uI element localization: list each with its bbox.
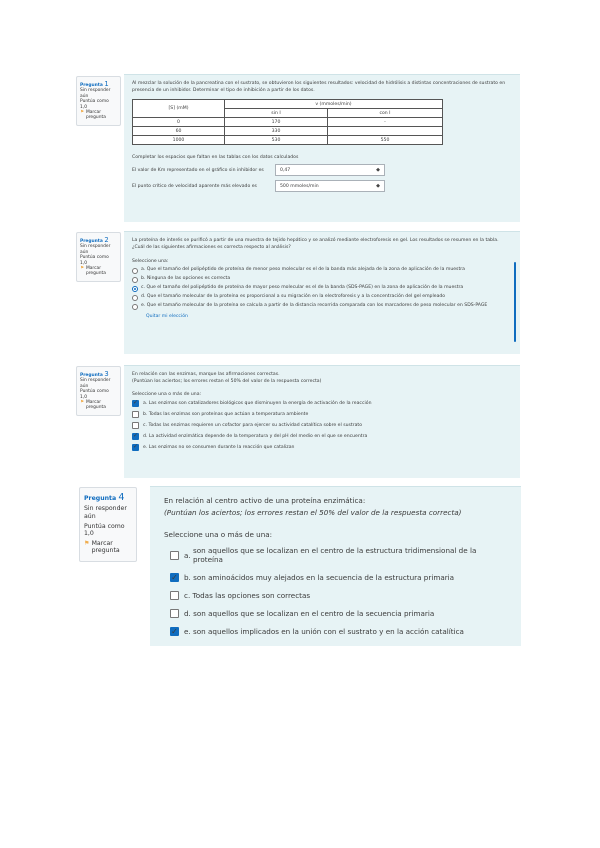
- question-2-number: Pregunta 2: [80, 236, 109, 244]
- checkbox[interactable]: [132, 422, 139, 429]
- option-letter: c.: [184, 591, 191, 601]
- option-text: Que el tamaño molecular de la proteína es proporcional a su migración en la electroforesis y a la concentración del gel empleado: [146, 294, 446, 300]
- question-2-status: Sin responder aún: [80, 244, 111, 255]
- checkbox[interactable]: [170, 551, 179, 560]
- answer-option[interactable]: [132, 294, 512, 301]
- question-3-flag[interactable]: ⚑ Marcar pregunta: [80, 400, 106, 411]
- question-1-points: Puntúa como 1,0: [80, 99, 109, 110]
- answer-option[interactable]: [170, 573, 507, 582]
- table-header-substrate: [S] (mM): [133, 100, 225, 118]
- checkbox[interactable]: [170, 591, 179, 600]
- checkbox-checked[interactable]: ✓: [132, 399, 139, 407]
- option-letter: e.: [141, 303, 146, 309]
- table-header-velocity: v (mmoles/min): [225, 100, 443, 109]
- answer-option[interactable]: [132, 285, 512, 292]
- checkbox-checked[interactable]: ✓: [132, 432, 139, 440]
- flag-icon: ⚑: [80, 266, 84, 271]
- option-text: Todas las opciones son correctas: [192, 591, 311, 601]
- question-2-content: [124, 231, 520, 354]
- table-subheader: con I: [328, 109, 443, 118]
- option-letter: d.: [184, 609, 191, 619]
- radio-button[interactable]: [132, 295, 138, 301]
- question-2-select-label: Seleccione una:: [132, 259, 169, 265]
- radio-button[interactable]: [132, 277, 138, 283]
- question-1-table: [132, 99, 443, 145]
- option-letter: c.: [143, 422, 147, 428]
- answer-option[interactable]: [132, 276, 512, 283]
- field-label: El punto crítico de velocidad aparente más elevado es: [132, 183, 257, 189]
- question-1-field-row: [132, 180, 512, 192]
- answer-option[interactable]: [132, 303, 512, 310]
- option-text: Todas las enzimas requieren un cofactor para ejercer su actividad catalítica sobre el sustrato: [148, 422, 363, 428]
- answer-option[interactable]: [132, 267, 512, 274]
- question-3-sub: (Puntúan los aciertos; los errores restan el 50% del valor de la respuesta correcta): [132, 378, 322, 384]
- question-4-points: Puntúa como 1,0: [84, 522, 125, 538]
- flag-icon: ⚑: [80, 110, 84, 115]
- question-4-status: Sin responder aún: [84, 505, 127, 520]
- question-4-content: [150, 486, 521, 646]
- option-text: Que el tamaño del polipéptido de proteína de mayor peso molecular es el de la banda (SDS-PAGE) en la zona de aplicación de la muestra: [146, 285, 464, 291]
- radio-button[interactable]: [132, 268, 138, 274]
- table-cell: 530: [225, 136, 328, 145]
- question-1-hint: Completar los espacios que faltan en las tablas con los datos calculados: [132, 155, 299, 161]
- question-3-info: [76, 366, 121, 416]
- select-value: 500 mmoles/min: [280, 183, 319, 189]
- option-letter: a.: [141, 267, 146, 273]
- question-1-content: [124, 74, 520, 222]
- question-3-status: Sin responder aún: [80, 378, 111, 389]
- answer-option[interactable]: [132, 400, 512, 407]
- question-1-status: Sin responder aún: [80, 88, 111, 99]
- option-letter: d.: [143, 433, 148, 439]
- option-text: son aquellos implicados en la unión con el sustrato y en la acción catalítica: [193, 627, 464, 637]
- clear-choice-link[interactable]: Quitar mi elección: [146, 314, 188, 320]
- chevron-down-icon: ◆: [376, 183, 380, 190]
- checkbox-checked[interactable]: ✓: [132, 443, 139, 451]
- table-cell: 330: [225, 127, 328, 136]
- flag-icon: ⚑: [80, 400, 84, 405]
- option-letter: a.: [184, 550, 191, 560]
- table-cell: -: [328, 118, 443, 127]
- option-text: Ninguna de las opciones es correcta: [146, 276, 231, 282]
- table-subheader: sin I: [225, 109, 328, 118]
- option-letter: e.: [184, 627, 191, 637]
- table-cell: 170: [225, 118, 328, 127]
- chevron-down-icon: ◆: [376, 167, 380, 174]
- select-value: 0,47: [280, 167, 291, 173]
- option-letter: c.: [141, 285, 145, 291]
- question-3-text: En relación con las enzimas, marque las afirmaciones correctas.: [132, 372, 280, 377]
- answer-option[interactable]: [170, 627, 507, 636]
- question-4-sub: (Puntúan los aciertos; los errores restan el 50% del valor de la respuesta correcta): [164, 507, 462, 517]
- answer-option[interactable]: [170, 609, 507, 618]
- answer-option[interactable]: [132, 444, 512, 451]
- option-text: Las enzimas no se consumen durante la reacción que catalizan: [148, 444, 295, 450]
- answer-option[interactable]: [132, 422, 512, 429]
- option-text: La actividad enzimática depende de la temperatura y del pH del medio en el que se encuentra: [148, 433, 368, 439]
- option-text: son aquellos que se localizan en el centro de la estructura tridimensional de la proteína: [193, 546, 477, 565]
- question-3-select-label: Seleccione una o más de una:: [132, 391, 202, 397]
- table-row: [133, 127, 443, 136]
- checkbox[interactable]: [132, 411, 139, 418]
- question-2-flag[interactable]: ⚑ Marcar pregunta: [80, 266, 106, 277]
- question-1-text: Al mezclar la solución de la pancreatina con el sustrato, se obtuvieron los siguientes resultados: velocidad de hidrólisis a distintas concentraciones de sustrato en presencia de un inhibidor. Determinar el tipo de inhibición a partir de los datos.: [132, 81, 506, 93]
- radio-button[interactable]: [132, 304, 138, 310]
- question-4-text: En relación al centro activo de una proteína enzimática:: [164, 496, 366, 505]
- answer-option[interactable]: [132, 411, 512, 418]
- question-1-field-row: [132, 164, 512, 176]
- question-2-points: Puntúa como 1,0: [80, 255, 109, 266]
- question-4-flag[interactable]: ⚑ Marcar pregunta: [84, 540, 120, 555]
- radio-button-selected[interactable]: [132, 286, 138, 292]
- option-text: son aminoácidos muy alejados en la secuencia de la estructura primaria: [193, 573, 455, 583]
- question-4-select-label: Seleccione una o más de una:: [164, 530, 273, 540]
- option-letter: b.: [184, 573, 191, 583]
- table-cell: [328, 127, 443, 136]
- question-2-text: La proteína de interés se purificó a partir de una muestra de tejido hepático y se analizó mediante electroforesis en gel. Los resultados se resumen en la tabla. ¿Cuál de las siguientes afirmaciones es correcta respecto al análisis?: [132, 238, 499, 250]
- scrollbar[interactable]: [514, 262, 516, 342]
- option-text: Que el tamaño del polipéptido de proteína de menor peso molecular es el de la banda más alejada de la zona de aplicación de la muestra: [146, 267, 465, 273]
- question-1-info: [76, 76, 121, 126]
- km-select[interactable]: [275, 164, 385, 176]
- option-letter: d.: [141, 294, 146, 300]
- answer-option[interactable]: [170, 591, 507, 600]
- question-3-content: [124, 365, 520, 478]
- checkbox[interactable]: [170, 609, 179, 618]
- table-cell: 60: [133, 127, 225, 136]
- table-row: [133, 118, 443, 127]
- option-text: son aquellos que se localizan en el centro de la secuencia primaria: [193, 609, 435, 619]
- option-text: Las enzimas son catalizadores biológicos que disminuyen la energía de activación de la reacción: [148, 400, 372, 406]
- velocity-select[interactable]: [275, 180, 385, 192]
- option-letter: b.: [143, 411, 148, 417]
- question-3-number: Pregunta 3: [80, 370, 109, 378]
- option-letter: e.: [143, 444, 148, 450]
- flag-icon: ⚑: [84, 540, 90, 547]
- answer-option[interactable]: [170, 546, 507, 564]
- question-1-number: Pregunta 1: [80, 80, 109, 88]
- answer-option[interactable]: [132, 433, 512, 440]
- question-1-flag[interactable]: ⚑ Marcar pregunta: [80, 110, 106, 121]
- question-3-points: Puntúa como 1,0: [80, 389, 109, 400]
- table-cell: 0: [133, 118, 225, 127]
- question-4-number: Pregunta 4: [84, 492, 125, 503]
- checkbox-checked[interactable]: ✓: [171, 626, 178, 636]
- option-text: Todas las enzimas son proteínas que actúan a temperatura ambiente: [148, 411, 309, 417]
- checkbox-checked[interactable]: ✓: [171, 572, 178, 582]
- field-label: El valor de Km representado en el gráfico sin inhibidor es: [132, 167, 264, 173]
- question-2-info: [76, 232, 121, 282]
- table-cell: 1000: [133, 136, 225, 145]
- table-cell: 550: [328, 136, 443, 145]
- question-4-info: [79, 487, 137, 562]
- option-letter: b.: [141, 276, 146, 282]
- option-text: Que el tamaño molecular de la proteína se calcula a partir de la distancia recorrida comparada con los marcadores de peso molecular en SDS-PAGE: [146, 303, 488, 309]
- option-letter: a.: [143, 400, 148, 406]
- table-row: [133, 136, 443, 145]
